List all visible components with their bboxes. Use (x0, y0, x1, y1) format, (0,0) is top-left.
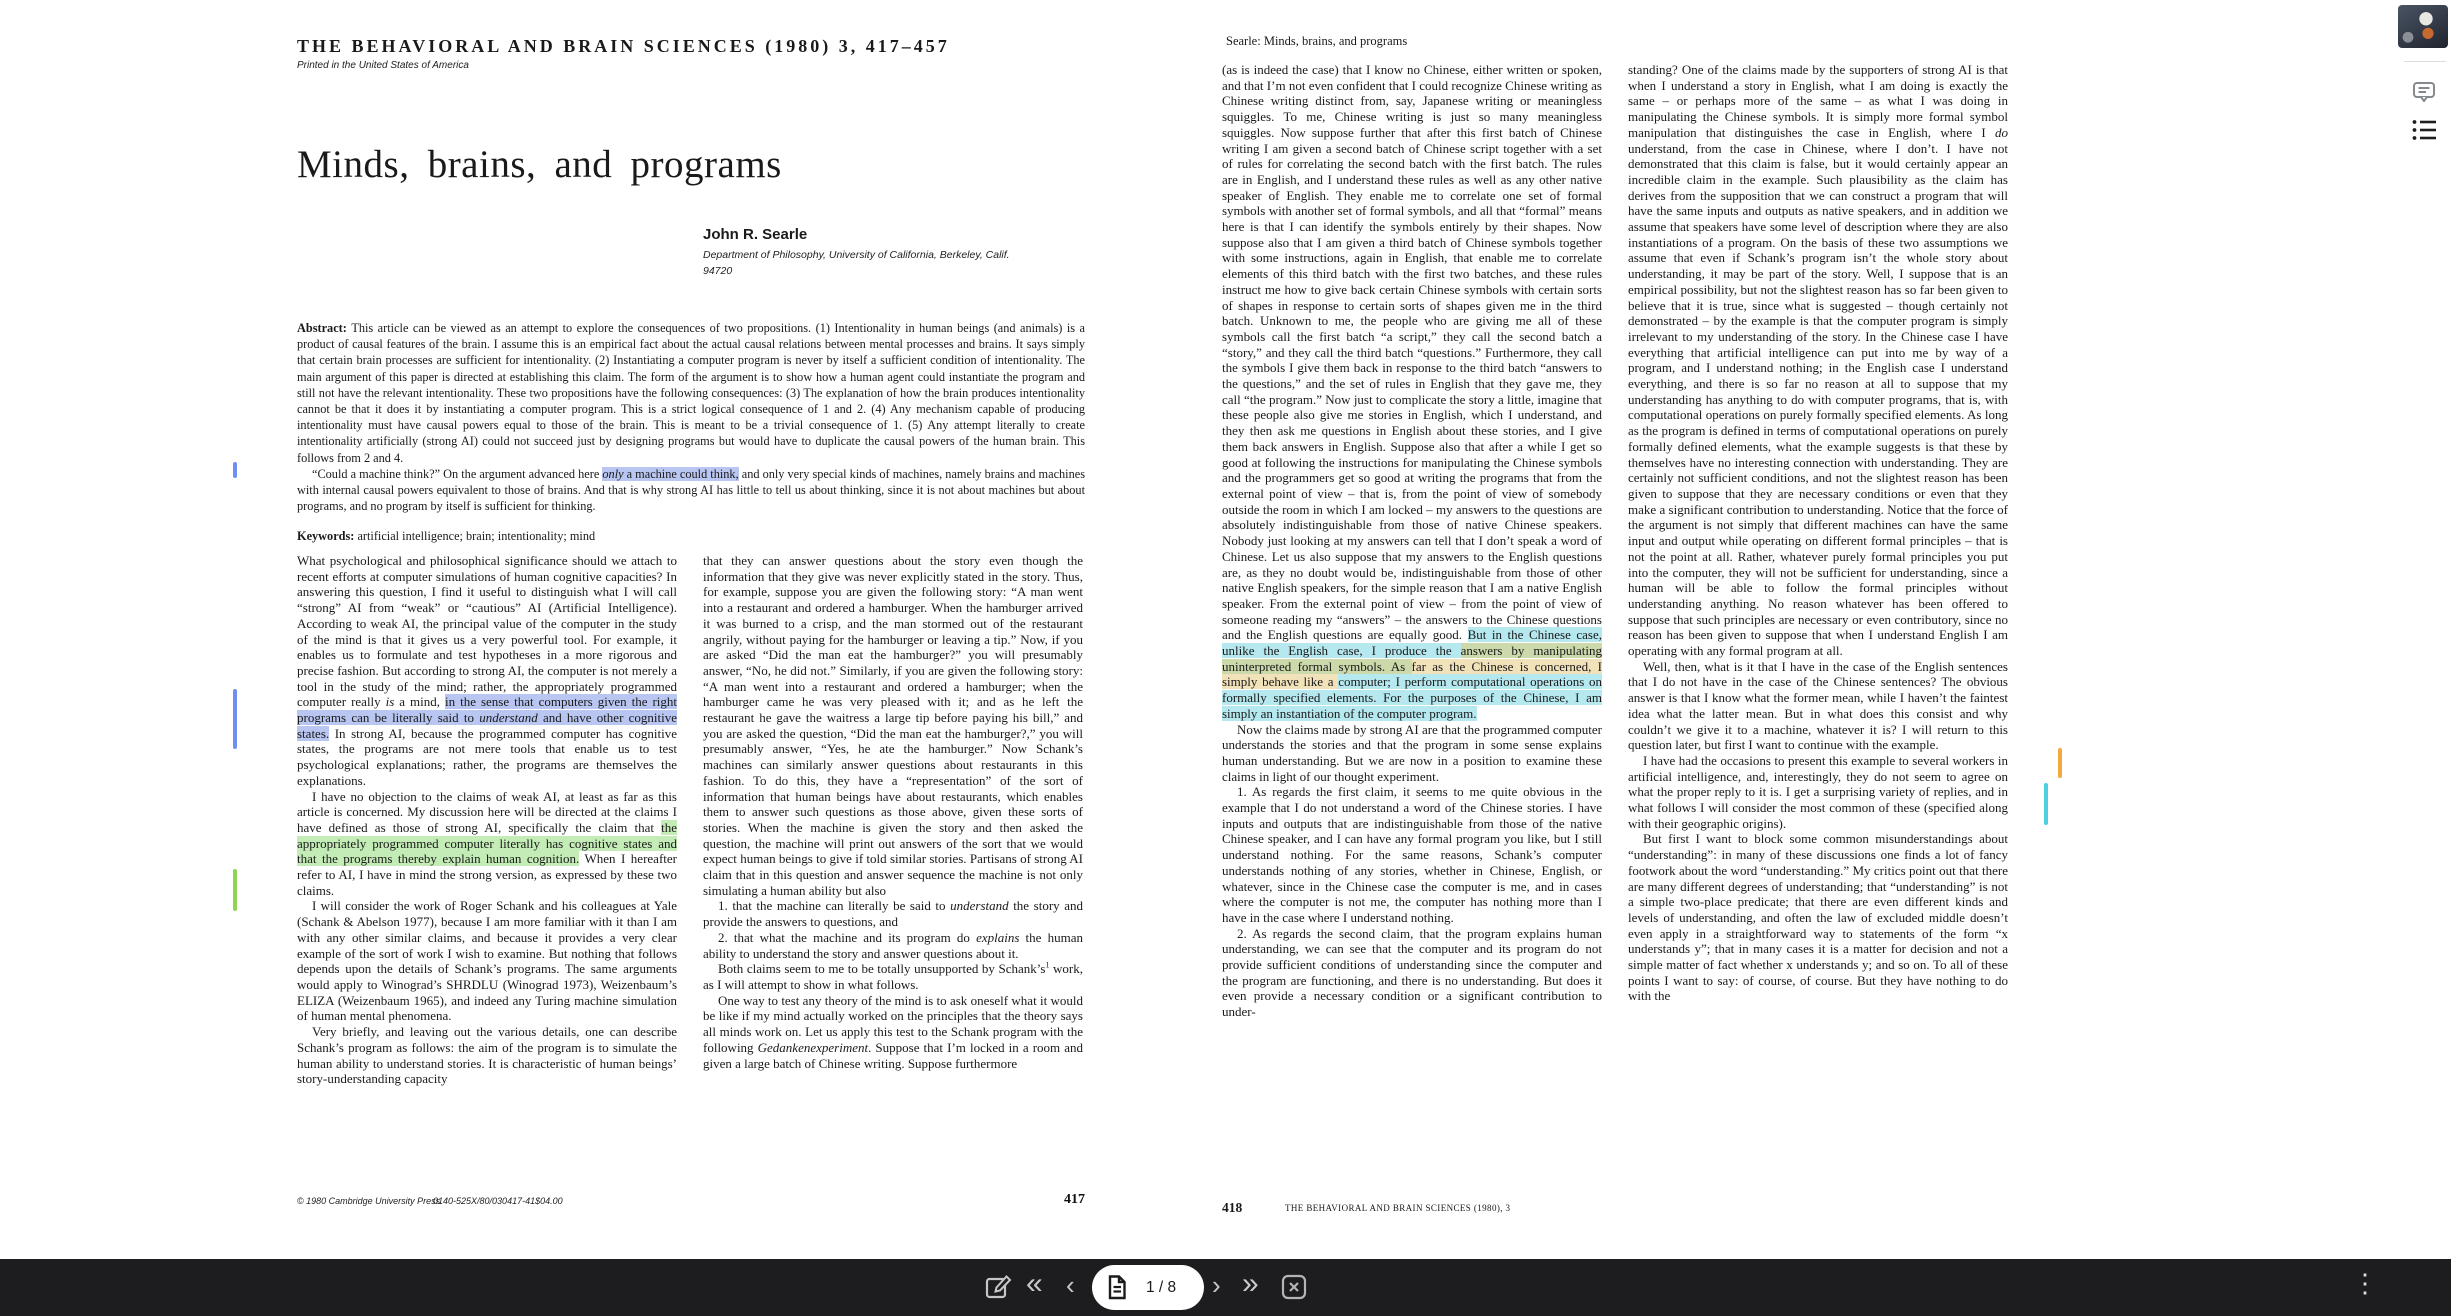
last-page-button[interactable]: » (1242, 1267, 1257, 1300)
paragraph (297, 1024, 677, 1087)
text-run: Very briefly, and leaving out the various details, one can describe Schank’s program as follows: the aim of the program is to simulate the human ability to understand stories. It is characteristic of human beings’ story-understanding capacity (297, 1024, 677, 1087)
margin-tick-orange-highlight (2058, 748, 2062, 778)
page-thumbnail[interactable] (2398, 5, 2448, 48)
text-run: 1. As regards the first claim, it seems to me quite obvious in the example that I do not understand a word of the Chinese stories. I have inputs and outputs that are indistinguishable from those of the native Chinese speaker, and I can have any formal program you like, but I still understand nothing. For the same reasons, Schank’s computer understands nothing of any stories, whether in Chinese, English, or whatever, since in the Chinese case the computer is me, and in cases where the computer is not me, the computer has nothing more than I have in the case where I understand nothing. (1222, 784, 1602, 925)
text-run: the story and provide the answers to questions, and (703, 898, 1083, 930)
text-run: (as is indeed the case) that I know no Chinese, either written or spoken, and that I’m not even confident that I could recognize Chinese writing as Chinese writing distinct from, say, Japanese writing or meaningless squiggles. To me, Chinese writing is just so many meaningless squiggles. Now suppose further that after this first batch of Chinese writing I am given a second batch of Chinese script together with a set of rules for correlating the second batch with the first batch. The rules are in English, and I understand these rules as well as any other native speaker of English. They enable me to correlate one set of formal symbols with another set of formal symbols, and all that “formal” means here is that I can identify the symbols entirely by their shapes. Now suppose also that I am given a third batch of Chinese symbols together with some instructions, again in English, that enable me to correlate elements of this third batch with the first two batches, and these rules instruct me how to give back certain Chinese symbols with certain sorts of shapes in response to certain sorts of shapes given me in the third batch. Unknown to me, the people who are giving me all of these symbols call the first batch “a script,” they call the second batch a “story,” and they call the third batch “questions.” Furthermore, they call the symbols I give them back in response to the third batch “answers to the questions,” and the set of rules in English that they gave me, they call “the program.” Now just to complicate the story a little, imagine that these people also give me stories in English, which I understand, and they then ask me questions in English about these stories, and I give them back answers in English. Suppose also that after a while I get so good at following the instructions for manipulating the Chinese symbols and the programmers get so good at writing the programs that from the external point of view – that is, from the point of view of somebody outside the room in which I am locked – my answers to the questions are absolutely indistinguishable from those of native Chinese speakers. Nobody just looking at my answers can tell that I don’t speak a word of Chinese. Let us also suppose that my answers to the English questions are, as they no doubt would be, indistinguishable from those of other native English speakers, for the simple reason that I am a native English speaker. From the external point of view – from the point of view of someone reading my “answers” – the answers to the Chinese questions and the English questions are equally good. (1222, 62, 1602, 643)
text-run: understand (950, 898, 1009, 914)
paragraph (1222, 926, 1602, 1020)
comment-bubble-icon[interactable] (2406, 76, 2442, 108)
keywords-line (297, 528, 1085, 544)
paragraph (703, 930, 1083, 961)
paragraph (1628, 753, 2008, 832)
annotate-button[interactable] (984, 1273, 1012, 1306)
column-418-2 (1628, 62, 2008, 1188)
text-run: This article can be viewed as an attempt to explore the consequences of two propositions. (1) Intentionality in human beings (and animals) is a product of causal features of the brain. I assume this is an empirical fact about the actual causal relations between mental processes and brains. It says simply that certain brain processes are sufficient for intentionality. (2) Instantiating a computer program is never by itself a sufficient condition of intentionality. The main argument of this paper is directed at establishing this claim. The form of the argument is to show how a human agent could instantiate the program and still not have the relevant intentionality. These two propositions have the following consequences: (3) The explanation of how the brain produces intentionality cannot be that it does it by instantiating a computer program. This is a strict logical consequence of 1 and 2. (4) Any mechanism capable of producing intentionality must have causal powers equal to those of the brain. This is meant to be a trivial consequence of 1. (5) Any attempt literally to create intentionality artificially (strong AI) could not succeed just by designing programs but would have to duplicate the causal powers of the human brain. This follows from 2 and 4. (297, 321, 1085, 465)
text-run: What psychological and philosophical significance should we attach to recent efforts at computer simulations of human cognitive capacities? In answering this question, I find it useful to distinguish what I will call “strong” AI from “weak” or “cautious” AI (Artificial Intelligence). According to weak AI, the principal value of the computer in the study of the mind is that it gives us a very powerful tool. For example, it enables us to formulate and test hypotheses in a more rigorous and precise fashion. But according to strong AI, the computer is not merely a tool in the study of the mind; rather, the appropriately programmed computer really (297, 553, 677, 710)
text-run: Abstract: (297, 321, 352, 335)
document-page-418 (1222, 0, 2012, 1240)
text-run: I will consider the work of Roger Schank and his colleagues at Yale (Schank & Abelson 1977), because I am more familiar with it than I am with any other similar claims, and because it provides a very clear example of the sort of work I wish to examine. But nothing that follows depends upon the details of Schank’s programs. The same arguments would apply to Winograd’s SHRDLU (Winograd 1973), Weizenbaum’s ELIZA (Weizenbaum 1965), and indeed any Turing machine simulation of human mental phenomena. (297, 898, 677, 1024)
text-run: Gedankenexperiment (757, 1039, 869, 1055)
text-highlight-green[interactable]: the appropriately programmed computer literally has cognitive states and that the programs thereby explain human cognition. (297, 819, 677, 867)
margin-tick-blue-highlight (233, 689, 237, 749)
text-run: standing? One of the claims made by the supporters of strong AI is that when I understand a story in English, what I am doing is exactly the same – or perhaps more of the same – as what I was doing in manipulating the Chinese symbols. It is simply more formal symbol manipulation that distinguishes the case in English, where I (1628, 62, 2008, 140)
text-run: When I hereafter refer to AI, I have in mind the strong version, as expressed by these two claims. (297, 851, 677, 898)
article-title: Minds, brains, and programs (297, 143, 782, 186)
paragraph (1628, 831, 2008, 1004)
text-run: do (1995, 124, 2008, 140)
author-affiliation-line1: Department of Philosophy, University of California, Berkeley, Calif. (703, 249, 1010, 261)
text-highlight-blue[interactable]: only (602, 466, 624, 481)
column-418-1 (1222, 62, 1602, 1188)
text-run: 1. that the machine can literally be said to (718, 898, 951, 914)
more-options-kebab-icon[interactable]: ⋮ (2352, 1268, 2378, 1298)
text-highlight-blue[interactable]: in the sense that computers given the right programs can be literally said to (297, 694, 677, 726)
page-footer-418 (1222, 1200, 2008, 1216)
author-name: John R. Searle (703, 226, 808, 243)
copyright-line: © 1980 Cambridge University Press (297, 1196, 441, 1206)
text-run: But first I want to block some common misunderstandings about “understanding”: in many of these discussions one finds a lot of fancy footwork about the word “understanding.” My critics point out that there are many different degrees of understanding; that “understanding” is not a simple two-place predicate; that there are even different kinds and levels of understanding, and often the law of excluded middle doesn’t even apply in a straightforward way to statements of the form “x understands y”; that in many cases it is a matter for decision and not a simple matter of fact whether x understands y; and so on. To all of these points I want to say: of course, of course. But they have nothing to do with the (1628, 831, 2008, 1004)
column-417-1 (297, 553, 677, 1189)
paragraph (1628, 659, 2008, 753)
paragraph (297, 789, 677, 899)
text-run: 2. As regards the second claim, that the program explains human understanding, we can see that the computer and its program do not provide sufficient conditions of understanding since the computer and the program are functioning, and there is no understanding. But does it even provide a necessary condition or a significant contribution to under- (1222, 925, 1602, 1020)
page-number-418: 418 (1222, 1200, 1243, 1215)
text-highlight-olive[interactable]: answers by manipulating uninterpreted formal symbols. As (1222, 643, 1602, 674)
paragraph (297, 553, 677, 789)
column-417-2 (703, 553, 1083, 1189)
page-indicator-pill[interactable] (1092, 1265, 1204, 1310)
margin-tick-green-highlight (233, 869, 237, 911)
outline-list-icon[interactable] (2406, 114, 2442, 146)
page-indicator: 1 / 8 (1146, 1279, 1177, 1296)
text-highlight-blue[interactable]: a machine could think, (623, 466, 739, 481)
paragraph (1222, 722, 1602, 785)
text-run: In strong AI, because the programmed computer has cognitive states, the programs are not mere tools that enable us to test psychological explanations; rather, the programs are themselves the explanations. (297, 725, 677, 788)
paragraph (297, 898, 677, 1024)
document-page-417 (297, 0, 1087, 1240)
sidebar-divider (2404, 61, 2446, 62)
text-run: . Suppose that I’m locked in a room and given a large batch of Chinese writing. Suppose furthermore (703, 1039, 1083, 1071)
issn-line: 0140-525X/80/030417-41$04.00 (433, 1196, 563, 1206)
text-run: 2. that what the machine and its program do (718, 929, 977, 945)
text-run: I have no objection to the claims of weak AI, at least as far as this article is concerned. My discussion here will be directed at the claims I have defined as those of strong AI, specifically the claim that (297, 788, 677, 835)
close-box-icon[interactable] (1281, 1274, 1307, 1305)
text-run: that they can answer questions about the story even though the information that they give was never explicitly stated in the story. Thus, for example, suppose you are given the following story: “A man went into a restaurant and ordered a hamburger. When the hamburger arrived it was burned to a crisp, and the man stormed out of the restaurant angrily, without paying for the hamburger or leaving a tip.” Now, if you are asked “Did the man eat the hamburger?” you will presumably answer, “No, he did not.” Similarly, if you are given the following story: “A man went into a restaurant and ordered a hamburger; when the hamburger came he was very pleased with it; and as he left the restaurant he gave the waitress a large tip before paying his bill,” and you are asked the question, “Did the man eat the hamburger?,” you will presumably answer, “Yes, he ate the hamburger.” Now Schank’s machines can similarly answer questions about restaurants in this fashion. To do this, they have a “representation” of the sort of information that human beings have about restaurants, which enables them to answer such questions as those above, given these sorts of stories. When the machine is given the story and then asked the question, the machine will print out answers of the sort that we would expect human beings to give if told similar stories. Partisans of strong AI claim that in this question and answer sequence the machine is not only simulating a human ability but also (703, 553, 1083, 898)
paragraph (703, 553, 1083, 898)
text-run: “Could a machine think?” On the argument advanced here (312, 466, 603, 481)
text-highlight-cyan[interactable]: But in the Chinese case, unlike the English case, I produce the (1222, 627, 1602, 659)
body-columns-417 (297, 553, 1083, 1189)
text-run: One way to test any theory of the mind is to ask oneself what it would be like if my mind actually worked on the principles that the theory says all minds work on. Let us apply this test to the Schank program with the following (703, 992, 1083, 1055)
running-header: Searle: Minds, brains, and programs (1226, 34, 1408, 48)
text-run: work, as I will attempt to show in what follows. (703, 961, 1083, 992)
text-run: is (385, 694, 395, 710)
viewer-toolbar (0, 1259, 2451, 1316)
text-run: I have had the occasions to present this example to several workers in artificial intelligence, and, interestingly, they do not seem to agree on what the proper reply to it is. I get a surprising variety of replies, and in what follows I will consider the most common of these (specified along with their geographic origins). (1628, 752, 2008, 831)
paragraph (703, 961, 1083, 992)
next-page-button[interactable]: › (1212, 1270, 1221, 1300)
text-highlight-blue[interactable]: and have other cognitive states. (297, 710, 677, 741)
page-footer-417 (297, 1192, 1085, 1207)
could-machine-think-paragraph (297, 466, 1085, 515)
text-run: a mind, (394, 694, 446, 710)
text-highlight-cyan[interactable]: computer; I perform computational operations on formally specified elements. For the purposes of the Chinese, I am simply an instantiation of the computer program. (1222, 674, 1602, 721)
abstract-block (297, 320, 1085, 545)
text-run: Well, then, what is it that I have in the case of the English sentences that I do not have in the case of the Chinese sentences? The obvious answer is that I know what the former mean, while I haven’t the faintest idea what the latter mean. But in what does this consist and why couldn’t we give it to a machine, whatever it is? I will return to this question later, but first I want to continue with the example. (1628, 658, 2008, 753)
running-footer: THE BEHAVIORAL AND BRAIN SCIENCES (1980), 3 (1285, 1203, 1511, 1213)
text-run: artificial intelligence; brain; intentionality; mind (357, 529, 596, 544)
margin-tick-cyan-highlight (2044, 783, 2048, 825)
paragraph (703, 898, 1083, 929)
text-highlight-tan[interactable]: far as the Chinese is concerned, I simply behave like a (1222, 658, 1602, 690)
text-run: 1 (1045, 960, 1050, 970)
body-columns-418 (1222, 62, 2008, 1188)
text-run: the human ability to understand the story and answer questions about it. (703, 929, 1083, 961)
page-number-417: 417 (1064, 1192, 1085, 1207)
previous-page-button[interactable]: ‹ (1066, 1270, 1075, 1300)
text-run: understand, from the case in Chinese, where I don’t. I have not demonstrated that this claim is false, but it would certainly appear an incredible claim in the example. Such plausibility as the claim has derives from the supposition that we can construct a program that will have the same inputs and outputs as native speakers, and in addition we assume that speakers have some level of description where they are also instantiations of a program. On the basis of these two assumptions we assume that even if Schank’s program isn’t the whole story about understanding, it may be part of the story. Well, I suppose that is an empirical possibility, but not the slightest reason has so far been given to believe that it is true, since what is suggested – though certainly not demonstrated – by the example is that the computer program is simply irrelevant to my understanding of the story. In the Chinese case I have everything that artificial intelligence can put into me by way of a program, and I understand nothing; in the English case I understand everything, and there is so far no reason at all to suppose that my understanding has anything to do with computer programs, that is, with computational operations on purely formally specified elements. As long as the program is defined in terms of computational operations on purely formally defined elements, what the example suggests is that these by themselves have no interesting connection with understanding. They are certainly not sufficient conditions, and not the slightest reason has been given to suppose that they are necessary conditions or even that they make a significant contribution to understanding. Notice that the force of the argument is not simply that different machines can have the same input and output while operating on different formal principles – that is not the point at all. Rather, whatever purely formal principles you put into the computer, they will not be sufficient for understanding, since a human will be able to follow the formal principles without understanding anything. No reason whatever has been offered to suppose that such principles are necessary or even contributory, since no reason has been given to suppose that when I understand English I am operating with any formal program at all. (1628, 140, 2008, 659)
text-run: Both claims seem to me to be totally unsupported by Schank’s (718, 961, 1046, 977)
abstract-paragraph (297, 320, 1085, 466)
text-run: and only very special kinds of machines, namely brains and machines with internal causal powers equivalent to those of brains. And that is why strong AI has little to tell us about thinking, since it is not about machines but about programs, and no program by itself is sufficient for thinking. (297, 466, 1085, 514)
paragraph (1222, 784, 1602, 925)
text-highlight-blue[interactable]: understand (479, 710, 538, 726)
paragraph (703, 993, 1083, 1072)
printed-in-line: Printed in the United States of America (297, 60, 469, 71)
paragraph (1628, 62, 2008, 659)
document-icon (1107, 1275, 1127, 1305)
text-run: Keywords: (297, 529, 358, 544)
text-run: Now the claims made by strong AI are that the programmed computer understands the stories and that the program in some sense explains human understanding. But we are now in a position to examine these claims in light of our thought experiment. (1222, 721, 1602, 784)
author-affiliation-line2: 94720 (703, 265, 733, 277)
paragraph (1222, 62, 1602, 722)
text-run: explains (976, 929, 1020, 945)
first-page-button[interactable]: « (1026, 1267, 1041, 1300)
journal-header: THE BEHAVIORAL AND BRAIN SCIENCES (1980) 3, 417–457 (297, 36, 950, 56)
margin-tick-blue-quote (233, 462, 237, 478)
